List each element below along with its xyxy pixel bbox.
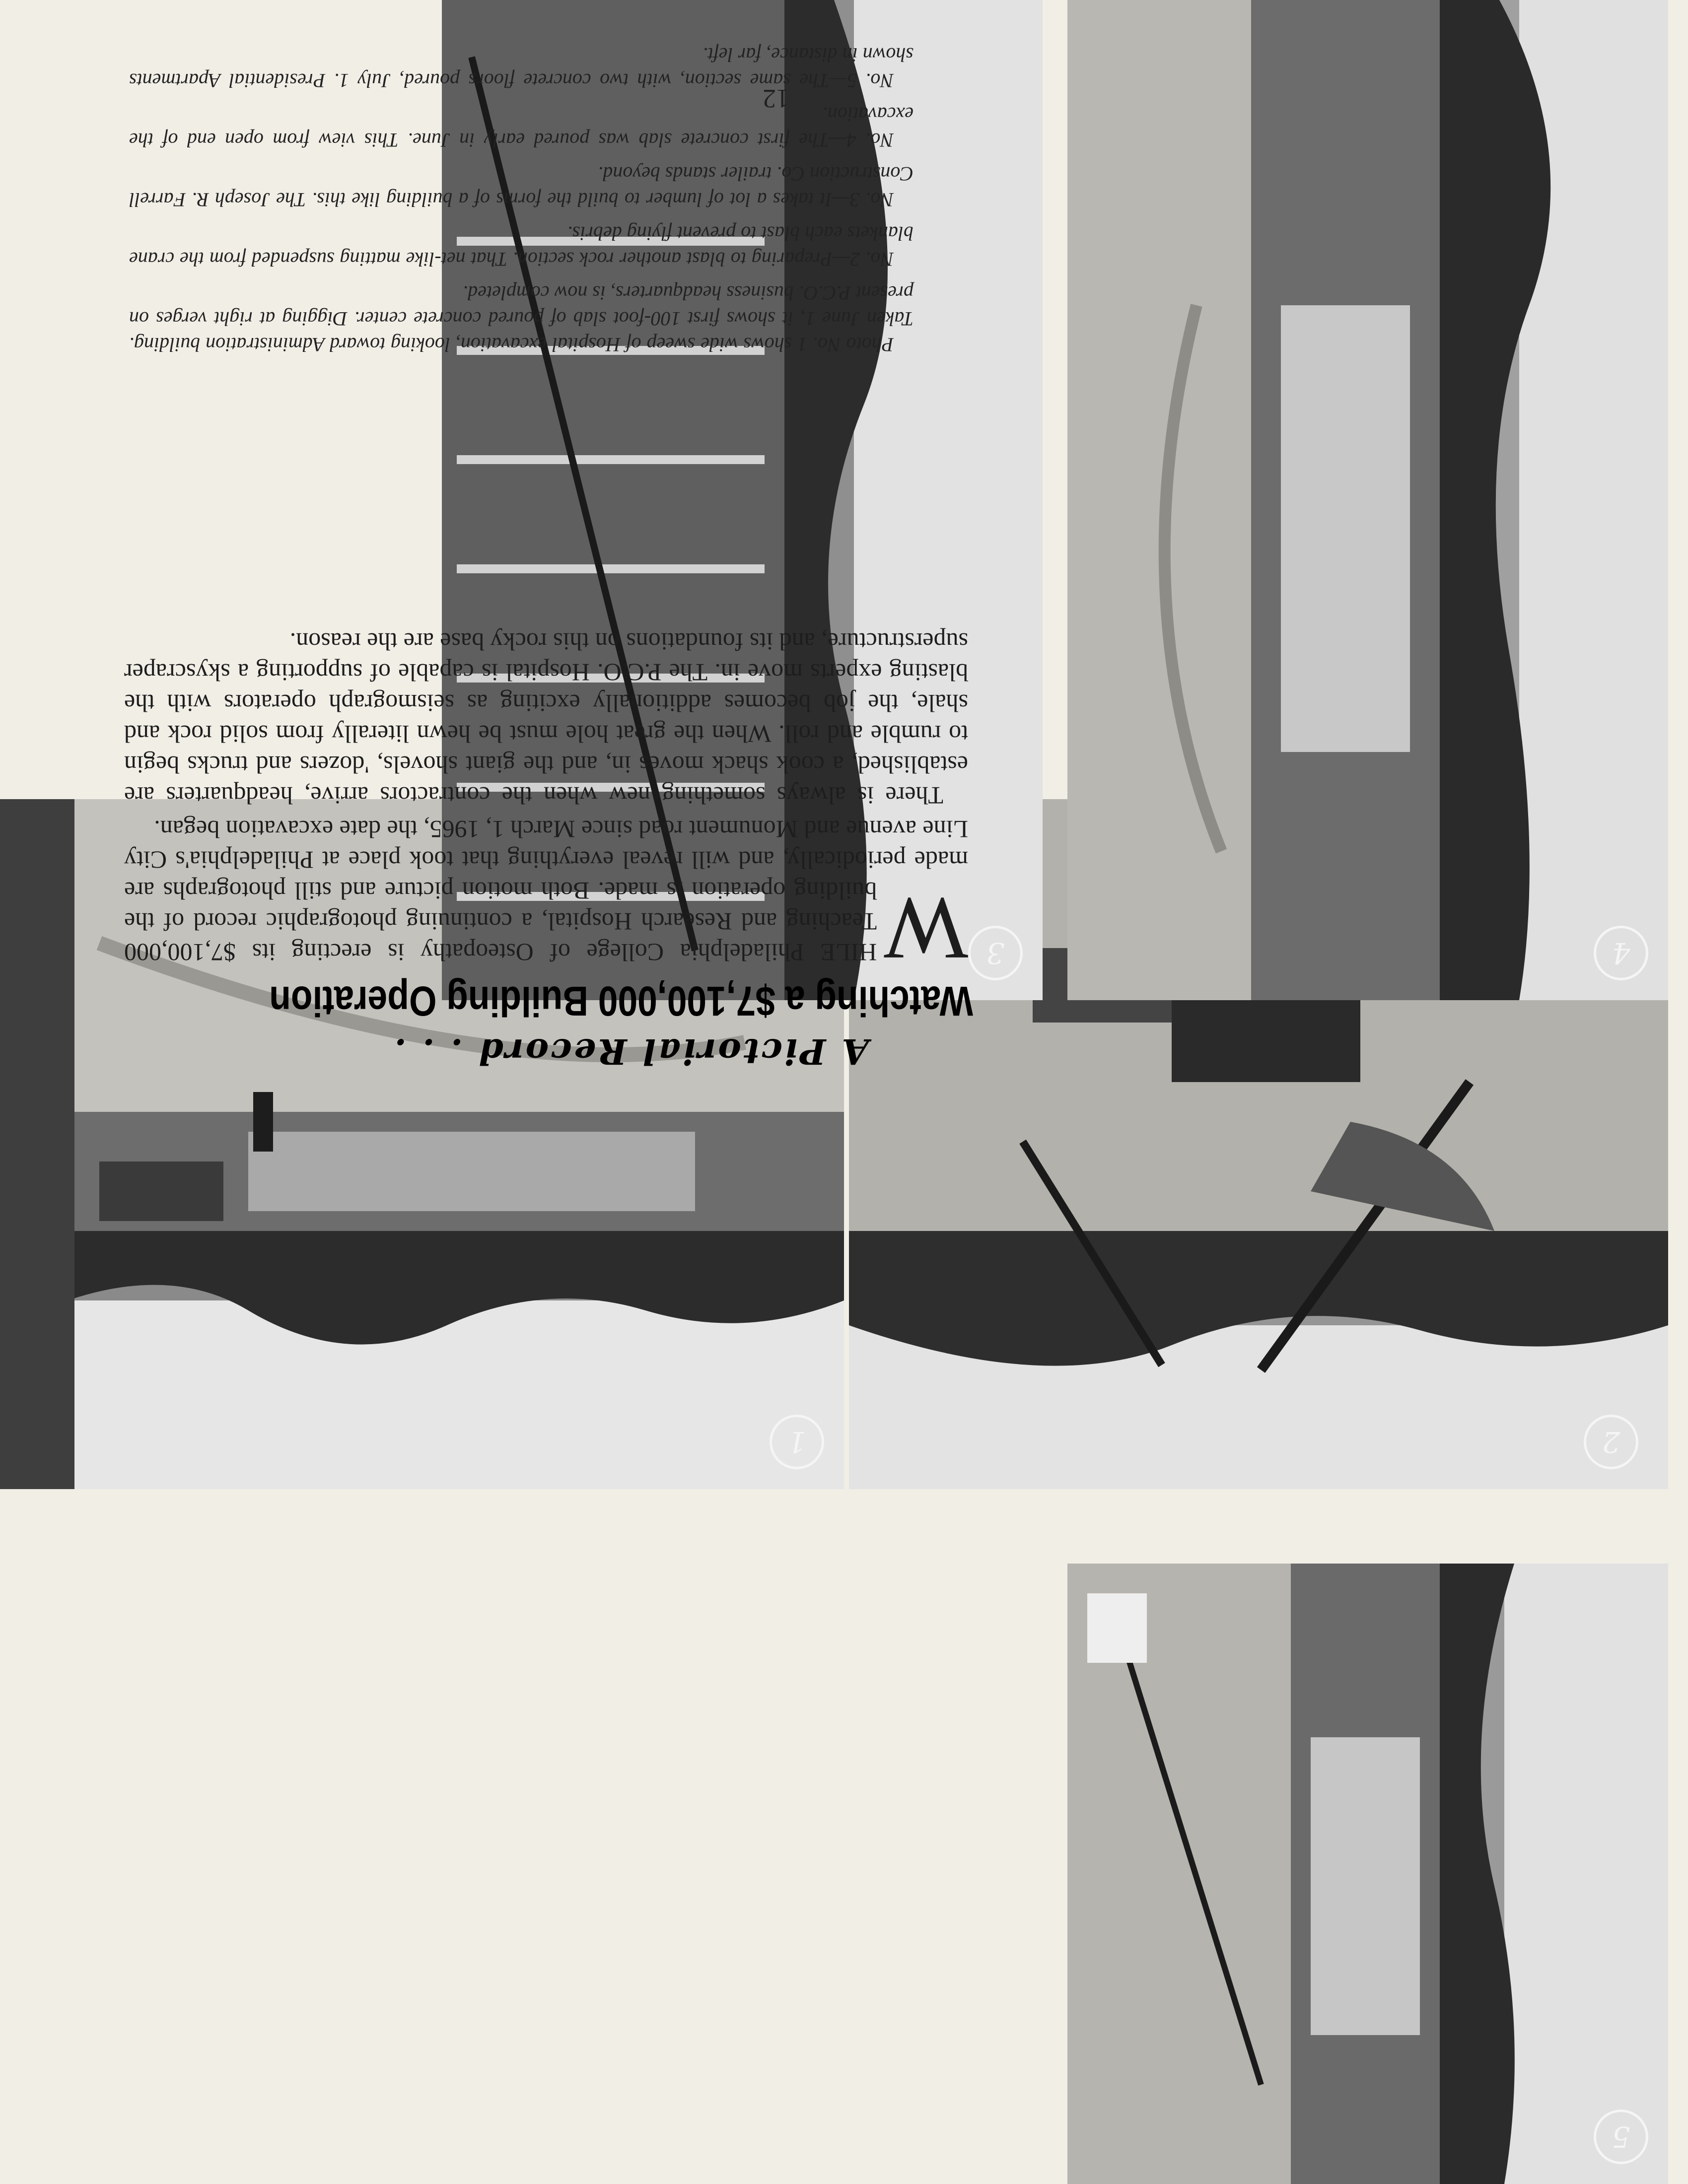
kicker: A Pictorial Record . . . <box>392 1031 869 1072</box>
caption-1: Photo No. 1 shows wide sweep of Hospital excavation, looking toward Administration building. Taken June 1, it shows first 100-foot slab of poured concrete center. Digging at right verges on present P.C.O. business headquarters, is now completed. <box>129 282 914 356</box>
photo-captions <box>129 34 914 357</box>
caption-3: No. 3—It takes a lot of lumber to build the forms of a building like this. The Joseph R. Farrell Construction Co. trailer stands beyond. <box>129 163 914 211</box>
photo-5-image <box>1067 1564 1668 2184</box>
story <box>124 623 968 978</box>
photo-5-number: 5 <box>1594 2110 1648 2164</box>
photo-4-number: 4 <box>1594 926 1648 980</box>
story-paragraph-1-text: HILE Philadelphia College of Osteopathy is erecting its $7,100,000 Teaching and Research Hospital, a continuing photographic record of the building operation is made. Both motion picture and still photographs are made periodically, and will reveal everything that took place at Philadelphia's City Line avenue and Monument road since March 1, 1965, the date excavation began. <box>124 816 968 966</box>
photo-5-two-floors <box>1067 1564 1668 2184</box>
dropcap: W <box>884 880 968 978</box>
photo-4-image <box>1067 0 1668 1000</box>
story-paragraph-2: There is always something new when the contractors arrive, headquarters are established, a cook shack moves in, and the giant shovels, 'dozers and trucks begin to rumble and roll. When the great hole must be hewn literally from solid rock and shale, the job becomes additionally exciting as seismograph operators with the blasting experts move in. The P.C.O. Hospital is capable of supporting a skyscraper superstructure, and its foundations on this rocky base are the reason. <box>124 628 968 810</box>
photo-1-number: 1 <box>770 1415 824 1469</box>
page-number: 12 <box>763 84 789 114</box>
caption-2: No. 2—Preparing to blast another rock section. That net-like matting suspended from the crane blankets each blast to prevent flying debris. <box>129 222 914 271</box>
caption-4: No. 4—The first concrete slab was poured early in June. This view from open end of the excavation. <box>129 103 914 151</box>
story-paragraph-1 <box>124 814 968 978</box>
photo-4-first-slab <box>1067 0 1668 1000</box>
photo-3-number: 3 <box>968 926 1023 980</box>
headline: Watching a $7,100,000 Building Operation <box>269 978 973 1024</box>
caption-5: No. 5—The same section, with two concrete floors poured, July 1. Presidential Apartments shown in distance, far left. <box>129 44 914 92</box>
photo-2-number: 2 <box>1584 1415 1638 1469</box>
